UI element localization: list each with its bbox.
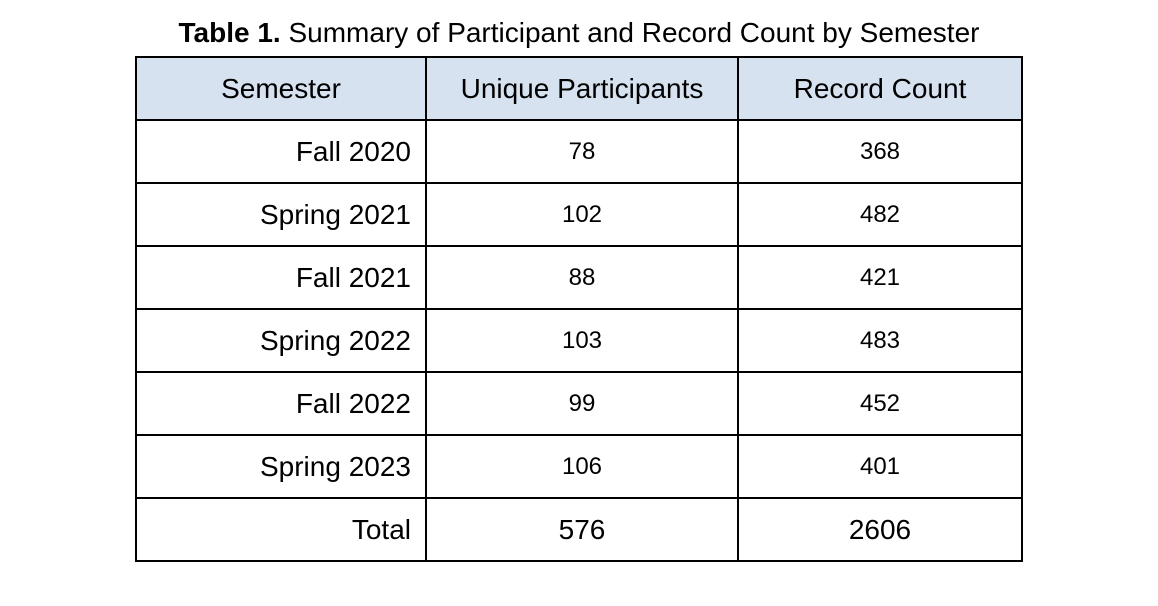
record-count-cell: 368: [738, 120, 1022, 183]
record-count-cell: 483: [738, 309, 1022, 372]
table-caption: [0, 14, 1158, 52]
participants-cell: 102: [426, 183, 738, 246]
record-count-cell: 401: [738, 435, 1022, 498]
table-row: [136, 183, 1022, 246]
table-row: [136, 372, 1022, 435]
column-header-semester: Semester: [136, 57, 426, 120]
table-total-row: [136, 498, 1022, 561]
semester-cell: Fall 2020: [136, 120, 426, 183]
participants-cell: 88: [426, 246, 738, 309]
table-row: [136, 309, 1022, 372]
record-count-cell: 421: [738, 246, 1022, 309]
participants-cell: 99: [426, 372, 738, 435]
semester-cell: Fall 2022: [136, 372, 426, 435]
table-row: [136, 246, 1022, 309]
total-record-count-cell: 2606: [738, 498, 1022, 561]
participants-cell: 106: [426, 435, 738, 498]
column-header-unique-participants: Unique Participants: [426, 57, 738, 120]
record-count-cell: 482: [738, 183, 1022, 246]
summary-table: [135, 56, 1023, 562]
record-count-cell: 452: [738, 372, 1022, 435]
semester-cell: Spring 2022: [136, 309, 426, 372]
table-caption-text: Summary of Participant and Record Count by Semester: [288, 17, 980, 48]
participants-cell: 103: [426, 309, 738, 372]
total-label-cell: Total: [136, 498, 426, 561]
total-participants-cell: 576: [426, 498, 738, 561]
table-caption-label: Table 1.: [178, 17, 281, 48]
table-header-row: [136, 57, 1022, 120]
semester-cell: Spring 2021: [136, 183, 426, 246]
column-header-record-count: Record Count: [738, 57, 1022, 120]
semester-cell: Fall 2021: [136, 246, 426, 309]
semester-cell: Spring 2023: [136, 435, 426, 498]
table-row: [136, 435, 1022, 498]
table-row: [136, 120, 1022, 183]
participants-cell: 78: [426, 120, 738, 183]
